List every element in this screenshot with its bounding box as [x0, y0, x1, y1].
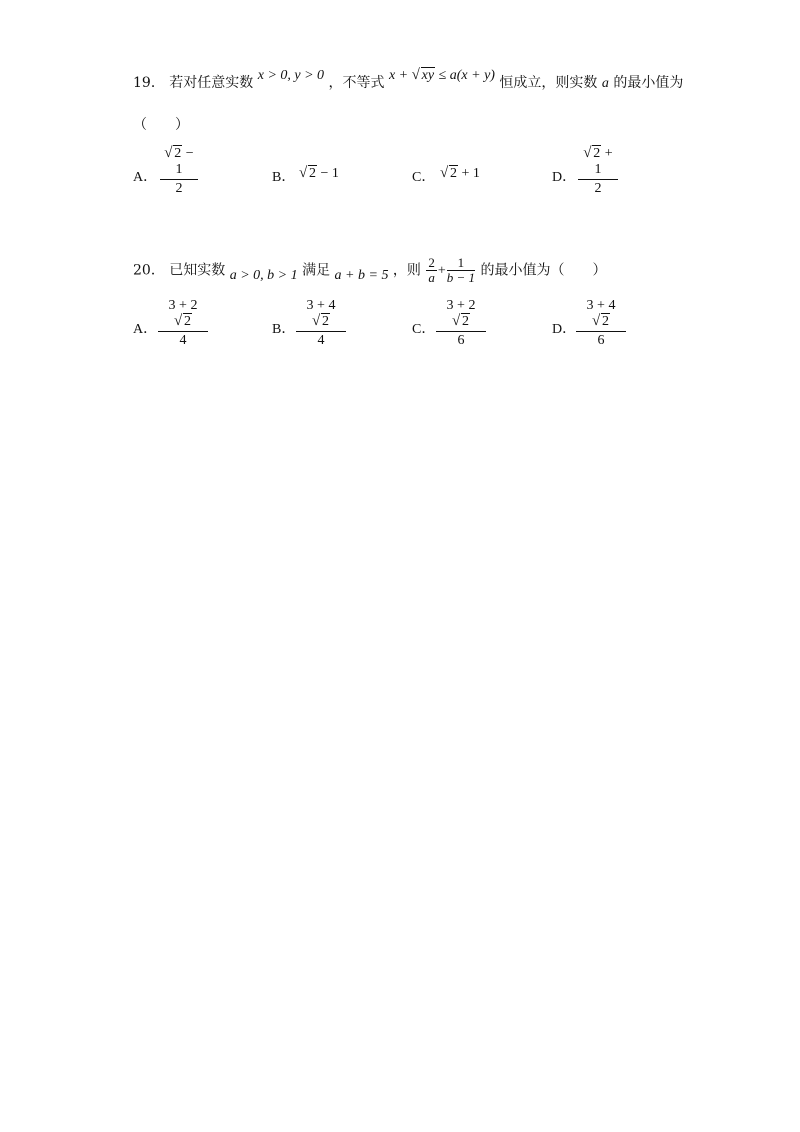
option-label: B．: [272, 170, 296, 185]
fraction-1-over-b-minus-1: $\frac{1}{b - 1}$: [446, 255, 476, 285]
option-label: B．: [272, 322, 296, 337]
option-expression: √ 2 − 1: [299, 165, 339, 181]
question-19-stem: [133, 67, 684, 93]
condition-expression: a > 0, b > 1: [229, 267, 298, 283]
option-fraction: √ 2 − 1 2: [160, 146, 198, 197]
stem-text: 若对任意实数: [169, 75, 254, 91]
question-number: 20．: [133, 262, 165, 279]
sqrt-symbol: √ xy: [411, 67, 435, 83]
option-expression: √ 2 + 1: [440, 165, 480, 181]
question-number: 19．: [133, 75, 165, 91]
stem-text: ，不等式: [328, 75, 385, 91]
equation-expression: a + b = 5: [334, 267, 389, 283]
stem-text: 恒成立，则实数: [499, 75, 598, 91]
question-20-stem: [133, 256, 607, 285]
option-fraction: 3 + 4 √ 2 4: [296, 298, 346, 349]
fraction-2-over-a: $\frac{2}{a}$: [428, 255, 435, 285]
stem-text: 满足: [302, 262, 331, 279]
option-fraction: 3 + 2 √ 2 4: [158, 298, 208, 349]
option-fraction: 3 + 2 √ 2 6: [436, 298, 486, 349]
answer-blank: （ ）: [133, 117, 189, 133]
option-fraction: √ 2 + 1 2: [578, 146, 618, 197]
variable-a: a: [601, 76, 609, 91]
option-fraction: 3 + 4 √ 2 6: [576, 298, 626, 349]
option-label: A．: [133, 322, 158, 337]
option-label: D．: [552, 170, 577, 185]
stem-text: 的最小值为（ ）: [480, 262, 607, 279]
stem-text: 的最小值为: [613, 75, 684, 91]
option-label: C．: [412, 170, 436, 185]
plus-sign: +: [437, 263, 446, 279]
inequality-expression: x + √ xy ≤ a(x + y): [388, 67, 495, 83]
option-label: D．: [552, 322, 577, 337]
option-label: C．: [412, 322, 436, 337]
stem-text: ，则: [392, 262, 421, 279]
option-label: A．: [133, 170, 158, 185]
condition-expression: x > 0, y > 0: [257, 68, 325, 83]
stem-text: 已知实数: [169, 262, 226, 279]
